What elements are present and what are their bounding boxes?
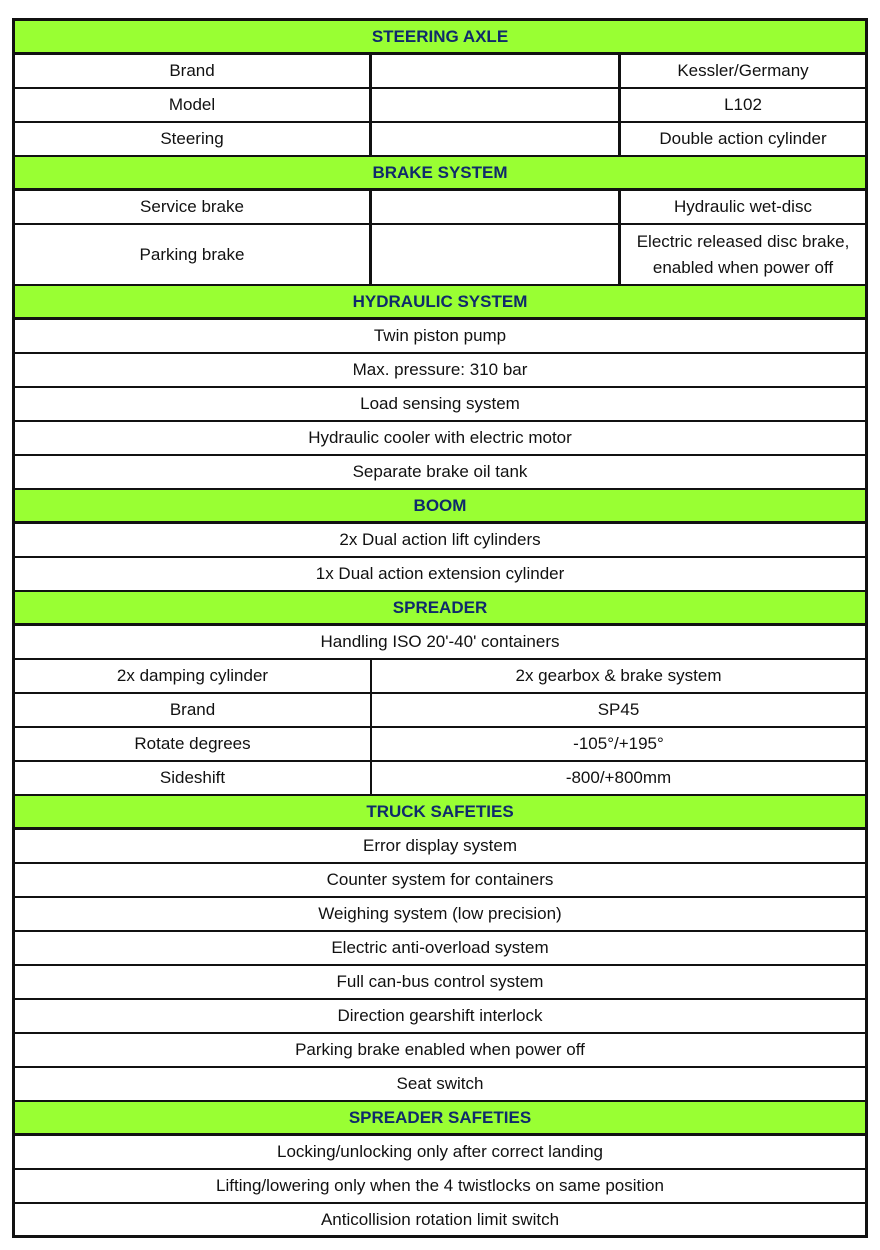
row-label: Parking brake (15, 225, 372, 284)
spec-table (12, 18, 868, 1238)
item-text: Load sensing system (360, 394, 520, 414)
row-label: Brand (15, 694, 372, 726)
item-text: Locking/unlocking only after correct landing (276, 1142, 604, 1162)
row-label: 2x damping cylinder (15, 660, 372, 692)
table-row (15, 123, 865, 157)
item-text: Full can-bus control system (336, 972, 544, 992)
list-item (15, 1000, 865, 1034)
row-value: -105°/+195° (573, 734, 664, 754)
list-item (15, 830, 865, 864)
list-item (15, 626, 865, 660)
list-item (15, 932, 865, 966)
row-value: 2x gearbox & brake system (515, 666, 722, 686)
item-text: 2x Dual action lift cylinders (339, 530, 541, 550)
list-item (15, 864, 865, 898)
section-title: HYDRAULIC SYSTEM (352, 291, 528, 311)
empty-cell (372, 191, 621, 223)
list-item (15, 1068, 865, 1102)
row-label: Service brake (15, 191, 372, 223)
item-text: Anticollision rotation limit switch (320, 1209, 560, 1229)
row-value: -800/+800mm (565, 768, 672, 788)
item-text: Separate brake oil tank (352, 462, 528, 482)
list-item (15, 456, 865, 490)
section-header-truck-safeties (15, 796, 865, 830)
row-value-line: enabled when power off (652, 257, 834, 277)
item-text: Parking brake enabled when power off (295, 1040, 585, 1060)
row-value: Double action cylinder (659, 129, 827, 149)
section-title: BRAKE SYSTEM (372, 162, 508, 182)
list-item (15, 422, 865, 456)
list-item (15, 320, 865, 354)
list-item (15, 388, 865, 422)
item-text: Max. pressure: 310 bar (352, 360, 528, 380)
row-value (621, 225, 865, 284)
section-header-spreader-safeties (15, 1102, 865, 1136)
list-item (15, 898, 865, 932)
empty-cell (372, 123, 621, 155)
row-label: Rotate degrees (15, 728, 372, 760)
list-item (15, 1204, 865, 1238)
row-label: Brand (15, 55, 372, 87)
row-label: Sideshift (15, 762, 372, 794)
item-text: Hydraulic cooler with electric motor (308, 428, 572, 448)
item-text: Handling ISO 20'-40' containers (320, 632, 560, 652)
list-item (15, 558, 865, 592)
list-item (15, 524, 865, 558)
table-row (15, 762, 865, 796)
table-row (15, 694, 865, 728)
row-value: L102 (724, 95, 762, 115)
section-header-brake-system (15, 157, 865, 191)
item-text: Twin piston pump (373, 326, 507, 346)
table-row (15, 660, 865, 694)
row-label: Model (15, 89, 372, 121)
table-row (15, 55, 865, 89)
table-row (15, 191, 865, 225)
section-header-boom (15, 490, 865, 524)
item-text: Direction gearshift interlock (337, 1006, 543, 1026)
table-row (15, 728, 865, 762)
section-title: STEERING AXLE (371, 26, 509, 46)
list-item (15, 966, 865, 1000)
list-item (15, 354, 865, 388)
item-text: Weighing system (low precision) (318, 904, 562, 924)
table-row (15, 225, 865, 286)
item-text: Lifting/lowering only when the 4 twistlocks on same position (216, 1176, 664, 1196)
section-title: TRUCK SAFETIES (366, 801, 514, 821)
empty-cell (372, 89, 621, 121)
item-text: Counter system for containers (326, 870, 554, 890)
item-text: Error display system (363, 836, 517, 856)
row-label: Steering (15, 123, 372, 155)
section-title: SPREADER (392, 597, 488, 617)
section-title: SPREADER SAFETIES (348, 1107, 532, 1127)
section-header-spreader (15, 592, 865, 626)
section-header-steering-axle (15, 21, 865, 55)
table-row (15, 89, 865, 123)
empty-cell (372, 225, 621, 284)
row-value: SP45 (597, 700, 640, 720)
row-value-line: Electric released disc brake, (636, 232, 850, 251)
list-item (15, 1170, 865, 1204)
list-item (15, 1136, 865, 1170)
item-text: Seat switch (396, 1074, 484, 1094)
empty-cell (372, 55, 621, 87)
item-text: 1x Dual action extension cylinder (315, 564, 565, 584)
list-item (15, 1034, 865, 1068)
section-header-hydraulic-system (15, 286, 865, 320)
row-value: Kessler/Germany (677, 61, 809, 81)
row-value: Hydraulic wet-disc (674, 197, 812, 217)
item-text: Electric anti-overload system (331, 938, 549, 958)
section-title: BOOM (413, 495, 467, 515)
